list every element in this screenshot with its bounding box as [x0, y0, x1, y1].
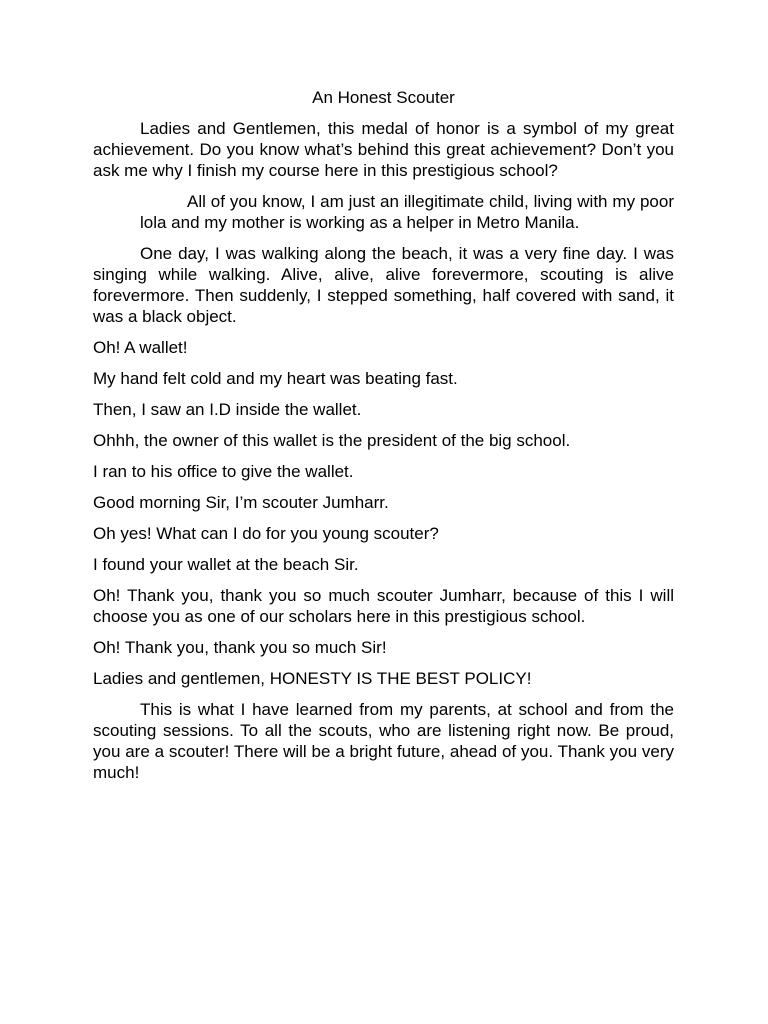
line-wallet-found: Oh! A wallet!: [93, 338, 188, 357]
document-title: An Honest Scouter: [312, 88, 455, 107]
line-thank-you-scholar: Oh! Thank you, thank you so much scouter Jumharr, because of this I will choose you as one of our scholars here in this prestigious school.: [93, 586, 674, 626]
paragraph-intro: Ladies and Gentlemen, this medal of honor is a symbol of my great achievement. Do you know what’s behind this great achievement? Don’t you ask me why I finish my course here in this prestigious school?: [93, 119, 674, 180]
line-good-morning: Good morning Sir, I’m scouter Jumharr.: [93, 493, 389, 512]
paragraph-beach: One day, I was walking along the beach, it was a very fine day. I was singing while walking. Alive, alive, alive forevermore, scouting is alive forevermore. Then suddenly, I stepped something, half covered with sand, it was a black object.: [93, 244, 674, 326]
document-page: [93, 87, 674, 793]
line-owner: Ohhh, the owner of this wallet is the president of the big school.: [93, 431, 571, 450]
line-ran-office: I ran to his office to give the wallet.: [93, 462, 354, 481]
line-honesty-policy: Ladies and gentlemen, HONESTY IS THE BEST POLICY!: [93, 669, 532, 688]
line-what-can-i-do: Oh yes! What can I do for you young scouter?: [93, 524, 439, 543]
paragraph-closing: This is what I have learned from my parents, at school and from the scouting sessions. To all the scouts, who are listening right now. Be proud, you are a scouter! There will be a bright future, ahead of you. Thank you very much!: [93, 700, 674, 782]
line-found-wallet: I found your wallet at the beach Sir.: [93, 555, 359, 574]
line-hand-cold: My hand felt cold and my heart was beating fast.: [93, 369, 458, 388]
line-thank-you-sir: Oh! Thank you, thank you so much Sir!: [93, 638, 387, 657]
line-saw-id: Then, I saw an I.D inside the wallet.: [93, 400, 362, 419]
paragraph-background: All of you know, I am just an illegitimate child, living with my poor lola and my mother is working as a helper in Metro Manila.: [140, 192, 674, 232]
